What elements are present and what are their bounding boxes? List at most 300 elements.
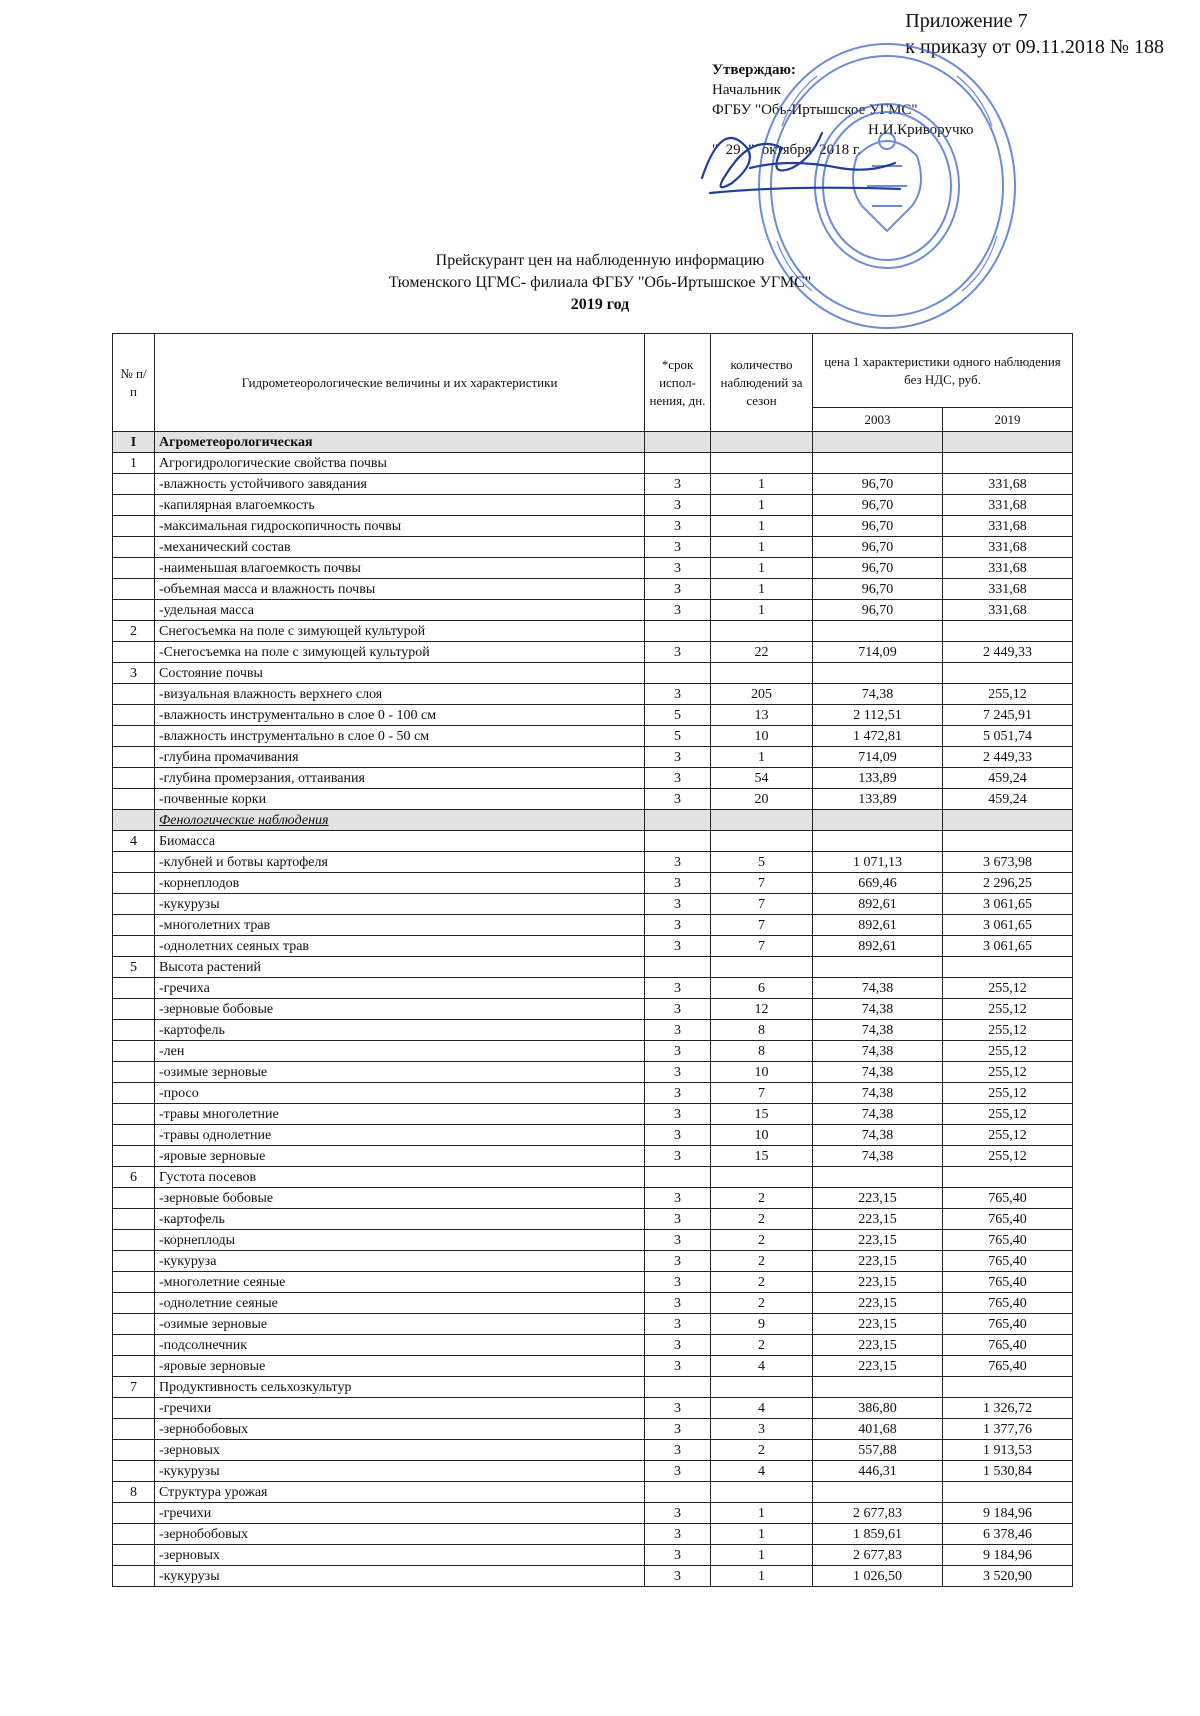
row-number — [113, 1545, 155, 1566]
col-2019-header: 2019 — [943, 408, 1073, 432]
table-row — [113, 789, 1073, 810]
row-price-2019: 255,12 — [943, 1083, 1073, 1104]
table-row — [113, 1314, 1073, 1335]
table-row — [113, 1041, 1073, 1062]
row-price-2003: 74,38 — [813, 1062, 943, 1083]
row-price-2019: 765,40 — [943, 1230, 1073, 1251]
section-row — [113, 432, 1073, 453]
row-name: -объемная масса и влажность почвы — [155, 579, 645, 600]
row-price-2019: 5 051,74 — [943, 726, 1073, 747]
row-price-2003 — [813, 957, 943, 978]
row-name: Фенологические наблюдения — [155, 810, 645, 831]
row-price-2003: 74,38 — [813, 978, 943, 999]
row-count: 1 — [711, 1503, 813, 1524]
row-price-2019: 2 449,33 — [943, 747, 1073, 768]
row-count — [711, 621, 813, 642]
row-name: Продуктивность сельхозкультур — [155, 1377, 645, 1398]
row-count — [711, 957, 813, 978]
row-number — [113, 1251, 155, 1272]
row-number — [113, 1020, 155, 1041]
row-count: 5 — [711, 852, 813, 873]
row-price-2019: 765,40 — [943, 1209, 1073, 1230]
table-row — [113, 579, 1073, 600]
row-number: 1 — [113, 453, 155, 474]
table-row — [113, 1545, 1073, 1566]
row-price-2003: 892,61 — [813, 894, 943, 915]
row-price-2003: 74,38 — [813, 999, 943, 1020]
row-price-2019: 255,12 — [943, 999, 1073, 1020]
table-row — [113, 978, 1073, 999]
price-table — [112, 333, 1073, 1587]
group-row — [113, 957, 1073, 978]
row-number: 5 — [113, 957, 155, 978]
row-count: 54 — [711, 768, 813, 789]
row-price-2019: 9 184,96 — [943, 1545, 1073, 1566]
table-row — [113, 1461, 1073, 1482]
table-row — [113, 1440, 1073, 1461]
row-price-2019: 765,40 — [943, 1272, 1073, 1293]
col-2003-header: 2003 — [813, 408, 943, 432]
row-price-2003: 223,15 — [813, 1209, 943, 1230]
row-term: 3 — [645, 1272, 711, 1293]
group-row — [113, 831, 1073, 852]
table-row — [113, 600, 1073, 621]
row-name: Агрогидрологические свойства почвы — [155, 453, 645, 474]
row-number: 6 — [113, 1167, 155, 1188]
row-name: -клубней и ботвы картофеля — [155, 852, 645, 873]
row-number — [113, 978, 155, 999]
row-term: 3 — [645, 1524, 711, 1545]
row-count: 1 — [711, 579, 813, 600]
row-price-2003: 96,70 — [813, 537, 943, 558]
row-price-2003 — [813, 1377, 943, 1398]
row-price-2019: 765,40 — [943, 1356, 1073, 1377]
row-name: -травы однолетние — [155, 1125, 645, 1146]
row-name: -зерновых — [155, 1545, 645, 1566]
row-price-2019: 3 673,98 — [943, 852, 1073, 873]
table-row — [113, 516, 1073, 537]
row-price-2019: 331,68 — [943, 558, 1073, 579]
row-number — [113, 1146, 155, 1167]
approve-date: " 29 " октября 2018 г. — [712, 142, 862, 158]
row-price-2003: 74,38 — [813, 1146, 943, 1167]
row-price-2003: 74,38 — [813, 1020, 943, 1041]
row-price-2019: 765,40 — [943, 1335, 1073, 1356]
row-name: -глубина промерзания, оттаивания — [155, 768, 645, 789]
row-number — [113, 1524, 155, 1545]
row-term: 3 — [645, 1104, 711, 1125]
row-name: Состояние почвы — [155, 663, 645, 684]
row-term: 3 — [645, 579, 711, 600]
row-name: -зерновые бобовые — [155, 999, 645, 1020]
row-number — [113, 1125, 155, 1146]
row-name: -удельная масса — [155, 600, 645, 621]
row-name: -озимые зерновые — [155, 1062, 645, 1083]
table-row — [113, 684, 1073, 705]
row-term: 3 — [645, 600, 711, 621]
group-row — [113, 1167, 1073, 1188]
row-price-2003 — [813, 453, 943, 474]
row-price-2019: 255,12 — [943, 1020, 1073, 1041]
table-row — [113, 1104, 1073, 1125]
row-price-2003: 2 677,83 — [813, 1545, 943, 1566]
col-term-header: *срок испол-нения, дн. — [645, 334, 711, 432]
row-name: Структура урожая — [155, 1482, 645, 1503]
row-term: 3 — [645, 1125, 711, 1146]
row-name: -наименьшая влагоемкость почвы — [155, 558, 645, 579]
row-term: 5 — [645, 726, 711, 747]
row-price-2003: 1 472,81 — [813, 726, 943, 747]
row-name: -многолетние сеяные — [155, 1272, 645, 1293]
row-number — [113, 1356, 155, 1377]
row-price-2019: 331,68 — [943, 537, 1073, 558]
row-name: -травы многолетние — [155, 1104, 645, 1125]
row-price-2003: 96,70 — [813, 558, 943, 579]
row-price-2003: 557,88 — [813, 1440, 943, 1461]
row-count: 10 — [711, 726, 813, 747]
row-count — [711, 1167, 813, 1188]
table-row — [113, 1020, 1073, 1041]
row-name: -влажность устойчивого завядания — [155, 474, 645, 495]
row-number — [113, 1230, 155, 1251]
row-price-2003: 96,70 — [813, 474, 943, 495]
row-term: 3 — [645, 537, 711, 558]
row-count: 1 — [711, 558, 813, 579]
row-term — [645, 1482, 711, 1503]
row-price-2003: 1 859,61 — [813, 1524, 943, 1545]
row-term — [645, 810, 711, 831]
row-name: -подсолнечник — [155, 1335, 645, 1356]
row-term: 3 — [645, 1146, 711, 1167]
row-name: -картофель — [155, 1209, 645, 1230]
row-price-2019: 9 184,96 — [943, 1503, 1073, 1524]
row-price-2003 — [813, 432, 943, 453]
row-price-2003: 386,80 — [813, 1398, 943, 1419]
row-term: 3 — [645, 1083, 711, 1104]
row-price-2019 — [943, 810, 1073, 831]
table-row — [113, 537, 1073, 558]
row-count — [711, 663, 813, 684]
row-number — [113, 558, 155, 579]
group-row — [113, 1377, 1073, 1398]
row-count: 2 — [711, 1230, 813, 1251]
table-row — [113, 915, 1073, 936]
approve-name: Н.И.Криворучко — [868, 122, 974, 138]
table-row — [113, 1209, 1073, 1230]
row-count: 1 — [711, 474, 813, 495]
row-price-2003: 223,15 — [813, 1293, 943, 1314]
row-term — [645, 621, 711, 642]
row-number: 4 — [113, 831, 155, 852]
row-number — [113, 915, 155, 936]
row-number — [113, 726, 155, 747]
row-price-2019: 765,40 — [943, 1188, 1073, 1209]
row-price-2003: 223,15 — [813, 1230, 943, 1251]
table-row — [113, 1566, 1073, 1587]
row-price-2003: 133,89 — [813, 789, 943, 810]
row-count — [711, 831, 813, 852]
row-price-2019: 331,68 — [943, 516, 1073, 537]
row-term: 3 — [645, 936, 711, 957]
row-name: -однолетних сеяных трав — [155, 936, 645, 957]
row-number — [113, 1440, 155, 1461]
row-price-2019: 459,24 — [943, 789, 1073, 810]
table-row — [113, 1272, 1073, 1293]
col-count-header: количество наблюдений за сезон — [711, 334, 813, 432]
row-price-2019: 331,68 — [943, 579, 1073, 600]
row-name: -кукурузы — [155, 1461, 645, 1482]
row-price-2019: 1 913,53 — [943, 1440, 1073, 1461]
row-price-2019: 331,68 — [943, 474, 1073, 495]
row-term: 3 — [645, 684, 711, 705]
row-term: 3 — [645, 1230, 711, 1251]
row-price-2003 — [813, 1482, 943, 1503]
title-year: 2019 год — [570, 296, 630, 313]
row-price-2003: 1 071,13 — [813, 852, 943, 873]
row-number: 3 — [113, 663, 155, 684]
row-count: 7 — [711, 894, 813, 915]
row-number — [113, 495, 155, 516]
row-term: 3 — [645, 1419, 711, 1440]
row-price-2003: 2 677,83 — [813, 1503, 943, 1524]
row-number — [113, 1188, 155, 1209]
row-number — [113, 684, 155, 705]
row-name: Биомасса — [155, 831, 645, 852]
row-name: -визуальная влажность верхнего слоя — [155, 684, 645, 705]
row-count: 10 — [711, 1062, 813, 1083]
table-row — [113, 768, 1073, 789]
row-term: 3 — [645, 474, 711, 495]
row-price-2019: 255,12 — [943, 1041, 1073, 1062]
row-name: -корнеплодов — [155, 873, 645, 894]
row-price-2003: 446,31 — [813, 1461, 943, 1482]
row-price-2019: 7 245,91 — [943, 705, 1073, 726]
row-name: -многолетних трав — [155, 915, 645, 936]
row-count: 8 — [711, 1020, 813, 1041]
row-name: -картофель — [155, 1020, 645, 1041]
row-price-2003: 2 112,51 — [813, 705, 943, 726]
row-count: 2 — [711, 1209, 813, 1230]
row-number — [113, 600, 155, 621]
row-count: 1 — [711, 537, 813, 558]
row-price-2003 — [813, 663, 943, 684]
row-price-2019: 1 530,84 — [943, 1461, 1073, 1482]
row-number — [113, 705, 155, 726]
row-price-2003: 96,70 — [813, 495, 943, 516]
row-name: -механический состав — [155, 537, 645, 558]
row-term: 5 — [645, 705, 711, 726]
row-price-2003: 74,38 — [813, 684, 943, 705]
row-number — [113, 1335, 155, 1356]
row-count: 1 — [711, 1566, 813, 1587]
handwritten-signature-icon — [690, 108, 920, 208]
row-count: 1 — [711, 516, 813, 537]
row-name: -зернобобовых — [155, 1524, 645, 1545]
row-price-2019: 2 296,25 — [943, 873, 1073, 894]
table-row — [113, 1083, 1073, 1104]
row-name: Агрометеорологическая — [155, 432, 645, 453]
row-name: -кукурузы — [155, 1566, 645, 1587]
row-number — [113, 1083, 155, 1104]
row-price-2019 — [943, 432, 1073, 453]
row-price-2003: 96,70 — [813, 579, 943, 600]
row-number — [113, 936, 155, 957]
row-name: -почвенные корки — [155, 789, 645, 810]
row-price-2003: 1 026,50 — [813, 1566, 943, 1587]
row-term — [645, 663, 711, 684]
row-name: -зерновые бобовые — [155, 1188, 645, 1209]
row-price-2019 — [943, 621, 1073, 642]
row-name: -зерновых — [155, 1440, 645, 1461]
row-number — [113, 810, 155, 831]
row-term: 3 — [645, 1314, 711, 1335]
row-name: -гречихи — [155, 1398, 645, 1419]
row-price-2019: 255,12 — [943, 978, 1073, 999]
approve-position: Начальник — [712, 82, 781, 98]
row-price-2019: 255,12 — [943, 1062, 1073, 1083]
row-count: 10 — [711, 1125, 813, 1146]
row-term: 3 — [645, 558, 711, 579]
table-row — [113, 1524, 1073, 1545]
row-count: 7 — [711, 915, 813, 936]
row-count: 2 — [711, 1251, 813, 1272]
row-number — [113, 1062, 155, 1083]
row-count — [711, 432, 813, 453]
table-row — [113, 747, 1073, 768]
table-row — [113, 1062, 1073, 1083]
row-number — [113, 1314, 155, 1335]
row-count — [711, 453, 813, 474]
row-count: 4 — [711, 1356, 813, 1377]
row-count — [711, 810, 813, 831]
row-term: 3 — [645, 915, 711, 936]
table-row — [113, 1398, 1073, 1419]
row-term — [645, 831, 711, 852]
row-count: 4 — [711, 1398, 813, 1419]
row-number — [113, 516, 155, 537]
row-price-2003: 714,09 — [813, 642, 943, 663]
row-count: 2 — [711, 1440, 813, 1461]
row-number — [113, 873, 155, 894]
row-term: 3 — [645, 852, 711, 873]
row-name: -влажность инструментально в слое 0 - 100 см — [155, 705, 645, 726]
col-num-header: № п/п — [113, 334, 155, 432]
row-number — [113, 1566, 155, 1587]
row-number — [113, 1293, 155, 1314]
row-term: 3 — [645, 768, 711, 789]
col-name-header: Гидрометеорологические величины и их характеристики — [155, 334, 645, 432]
row-number — [113, 579, 155, 600]
row-count: 3 — [711, 1419, 813, 1440]
row-price-2019: 3 061,65 — [943, 894, 1073, 915]
row-count: 1 — [711, 747, 813, 768]
row-count: 1 — [711, 1524, 813, 1545]
row-term: 3 — [645, 1251, 711, 1272]
table-body — [113, 432, 1073, 1587]
row-term: 3 — [645, 789, 711, 810]
row-number — [113, 1104, 155, 1125]
row-term: 3 — [645, 1398, 711, 1419]
row-count: 22 — [711, 642, 813, 663]
row-number: 8 — [113, 1482, 155, 1503]
table-row — [113, 495, 1073, 516]
approve-org: ФГБУ "Обь-Иртышское УГМС" — [712, 102, 918, 118]
row-name: -гречиха — [155, 978, 645, 999]
row-count: 1 — [711, 600, 813, 621]
row-name: -глубина промачивания — [155, 747, 645, 768]
row-term: 3 — [645, 1461, 711, 1482]
row-number — [113, 1272, 155, 1293]
table-row — [113, 558, 1073, 579]
table-row — [113, 1188, 1073, 1209]
row-term — [645, 453, 711, 474]
row-price-2003 — [813, 621, 943, 642]
row-term: 3 — [645, 1440, 711, 1461]
row-term: 3 — [645, 894, 711, 915]
row-price-2003: 892,61 — [813, 936, 943, 957]
row-name: -яровые зерновые — [155, 1356, 645, 1377]
table-row — [113, 936, 1073, 957]
title-line-1: Прейскурант цен на наблюденную информацию — [435, 252, 765, 269]
row-price-2019 — [943, 453, 1073, 474]
row-number: I — [113, 432, 155, 453]
table-row — [113, 1125, 1073, 1146]
row-name: -гречихи — [155, 1503, 645, 1524]
title-line-2: Тюменского ЦГМС- филиала ФГБУ "Обь-Иртышское УГМС" — [388, 274, 812, 291]
row-name: -корнеплоды — [155, 1230, 645, 1251]
row-term: 3 — [645, 1503, 711, 1524]
row-count: 15 — [711, 1146, 813, 1167]
row-count: 15 — [711, 1104, 813, 1125]
row-number — [113, 747, 155, 768]
table-row — [113, 873, 1073, 894]
row-term — [645, 1377, 711, 1398]
group-row — [113, 453, 1073, 474]
row-count: 7 — [711, 873, 813, 894]
row-number — [113, 789, 155, 810]
table-row — [113, 1356, 1073, 1377]
row-price-2003: 223,15 — [813, 1272, 943, 1293]
row-price-2003: 714,09 — [813, 747, 943, 768]
row-count: 2 — [711, 1188, 813, 1209]
row-count: 1 — [711, 495, 813, 516]
row-count — [711, 1482, 813, 1503]
row-name: -кукуруза — [155, 1251, 645, 1272]
row-price-2019: 331,68 — [943, 495, 1073, 516]
row-term: 3 — [645, 978, 711, 999]
row-price-2019 — [943, 663, 1073, 684]
row-price-2019: 255,12 — [943, 1146, 1073, 1167]
row-price-2019 — [943, 1377, 1073, 1398]
row-price-2003: 223,15 — [813, 1356, 943, 1377]
row-price-2003: 223,15 — [813, 1188, 943, 1209]
row-count: 4 — [711, 1461, 813, 1482]
row-number — [113, 1461, 155, 1482]
row-name: -влажность инструментально в слое 0 - 50 см — [155, 726, 645, 747]
row-price-2003: 892,61 — [813, 915, 943, 936]
table-row — [113, 1419, 1073, 1440]
row-term — [645, 957, 711, 978]
row-price-2019: 1 326,72 — [943, 1398, 1073, 1419]
row-price-2003: 74,38 — [813, 1083, 943, 1104]
row-number — [113, 1419, 155, 1440]
row-number — [113, 894, 155, 915]
row-count: 2 — [711, 1272, 813, 1293]
row-name: -зернобобовых — [155, 1419, 645, 1440]
row-number: 2 — [113, 621, 155, 642]
col-price-header: цена 1 характеристики одного наблюдения без НДС, руб. — [813, 334, 1073, 408]
table-row — [113, 1146, 1073, 1167]
